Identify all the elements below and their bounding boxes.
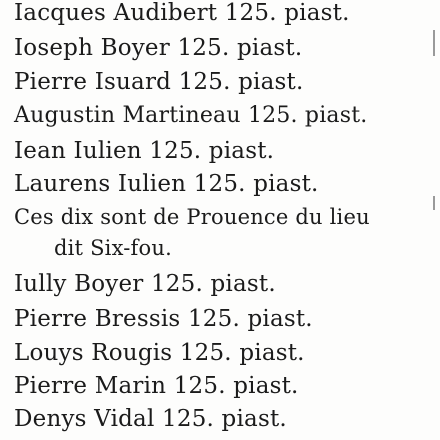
- entry-laurens-julien: Laurens Iulien 125. piast.: [14, 171, 319, 197]
- entry-pierre-bressis: Pierre Bressis 125. piast.: [14, 306, 313, 332]
- note-origin-line-1: Ces dix sont de Prouence du lieu: [14, 205, 370, 229]
- entry-jully-boyer: Iully Boyer 125. piast.: [14, 271, 276, 297]
- entry-jacques-audibert: Iacques Audibert 125. piast.: [14, 0, 350, 26]
- note-origin-line-2: dit Six-fou.: [54, 236, 172, 260]
- margin-mark: [433, 196, 435, 210]
- margin-mark: [433, 30, 435, 56]
- entry-louys-rougis: Louys Rougis 125. piast.: [14, 340, 305, 366]
- entry-denys-vidal: Denys Vidal 125. piast.: [14, 406, 287, 432]
- entry-joseph-boyer: Ioseph Boyer 125. piast.: [14, 35, 303, 61]
- entry-jean-julien: Iean Iulien 125. piast.: [14, 138, 275, 164]
- entry-augustin-martineau: Augustin Martineau 125. piast.: [14, 103, 368, 128]
- entry-pierre-marin: Pierre Marin 125. piast.: [14, 373, 299, 399]
- entry-pierre-isuard: Pierre Isuard 125. piast.: [14, 69, 304, 95]
